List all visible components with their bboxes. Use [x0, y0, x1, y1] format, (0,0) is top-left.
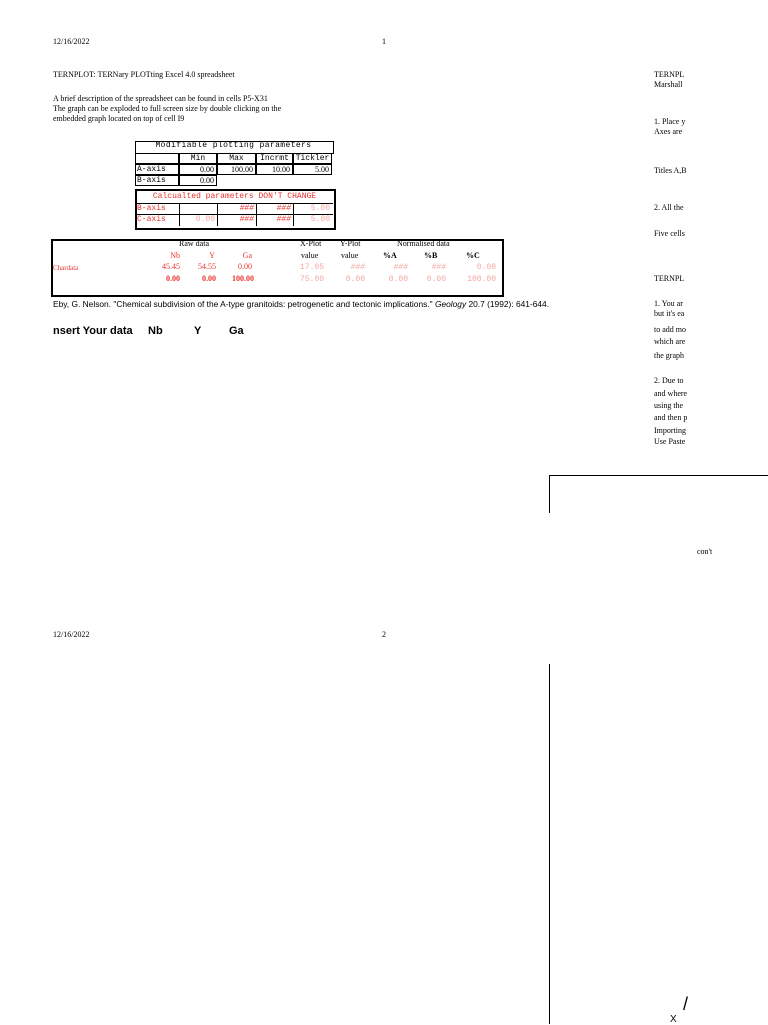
citation-details: 20.7 (1992): 641-644.	[466, 299, 550, 309]
a-axis-label: A-axis	[135, 164, 179, 175]
b-axis-calc-v1: ###	[239, 204, 254, 213]
rc-line: TERNPL	[654, 70, 685, 79]
rc-line: TERNPL	[654, 274, 685, 283]
a-axis-min[interactable]: 0.00	[179, 164, 217, 175]
params-header: Modifiable plotting parameters	[155, 141, 312, 150]
row2-nb[interactable]: 0.00	[166, 274, 180, 283]
rc-line: and then p	[654, 413, 688, 422]
insert-col-ga: Ga	[229, 325, 244, 337]
c-axis-calc-label: C-axis	[137, 215, 166, 224]
rc-line: Use Paste	[654, 437, 686, 446]
citation-authors-title: Eby, G. Nelson. "Chemical subdivision of the A-type granitoids: petrogenetic and tectonic implications."	[53, 299, 435, 309]
rc-line: 1. Place y	[654, 117, 686, 126]
col-y: Y	[209, 251, 215, 260]
b-axis-label: B-axis	[135, 175, 179, 186]
col-pct-a: %A	[383, 251, 397, 260]
rc-line: the graph	[654, 351, 684, 360]
col-ga: Ga	[242, 251, 252, 260]
row2-yplot: 0.00	[345, 275, 365, 284]
page2-date: 12/16/2022	[53, 630, 90, 639]
row1-nb[interactable]: 45.45	[162, 262, 180, 271]
row1-pct-c: 0.00	[476, 263, 496, 272]
row1-xplot: 17.05	[299, 263, 324, 272]
row2-pct-b: 0.00	[426, 275, 446, 284]
a-axis-incrmt[interactable]: 10.00	[256, 164, 293, 175]
page-number: 1	[382, 37, 386, 46]
row1-ga[interactable]: 0.00	[238, 262, 252, 271]
rc-line: 1. You ar	[654, 299, 683, 308]
rc-line: 2. Due to	[654, 376, 684, 385]
a-axis-tickler[interactable]: 5.00	[293, 164, 332, 175]
rc-line: Five cells	[654, 229, 685, 238]
col-min-header: Min	[179, 153, 217, 164]
normalised-header: Normalised data	[397, 239, 450, 248]
page2-number: 2	[382, 630, 386, 639]
col-nb: Nb	[170, 251, 180, 260]
rc-line: and where	[654, 389, 688, 398]
rc-line: 2. All the	[654, 203, 684, 212]
rc-line: Titles A,B	[654, 166, 687, 175]
description-line-3: embedded graph located on top of cell I9	[53, 114, 185, 123]
col-pct-c: %C	[466, 251, 480, 260]
description-line-2: The graph can be exploded to full screen size by double clicking on the	[53, 104, 282, 113]
insert-col-nb: Nb	[148, 325, 163, 337]
spreadsheet-title: TERNPLOT: TERNary PLOTting Excel 4.0 spreadsheet	[53, 70, 235, 79]
rc-line: using the	[654, 401, 684, 410]
rc-line: Axes are	[654, 127, 683, 136]
c-axis-calc-v3: 5.00	[310, 215, 330, 224]
col-pct-b: %B	[424, 251, 438, 260]
c-axis-calc-v0: 0.00	[195, 215, 215, 224]
cont-label: con't	[697, 547, 713, 556]
row2-ga[interactable]: 100.00	[232, 274, 254, 283]
calc-params-header: Calcualted parameters DON'T CHANGE	[152, 192, 317, 201]
col-max-header: Max	[217, 153, 256, 164]
col-tickler-header: Tickler	[293, 153, 332, 164]
row2-pct-c: 100.00	[467, 275, 496, 284]
rc-line: Marshall	[654, 80, 683, 89]
page2-corner-x: X	[670, 1014, 677, 1025]
insert-data-label: nsert Your data	[53, 325, 133, 337]
row1-pct-b: ###	[431, 263, 446, 272]
b-axis-min[interactable]: 0.00	[179, 175, 217, 186]
page2-corner-glyph: /	[683, 994, 689, 1014]
b-axis-calc-label: B-axis	[137, 204, 166, 213]
a-axis-max[interactable]: 100.00	[217, 164, 256, 175]
description-line-1: A brief description of the spreadsheet can be found in cells P5-X31	[53, 94, 268, 103]
rc-line: which are	[654, 337, 686, 346]
xplot-header: X-Plot	[300, 239, 322, 248]
citation	[53, 299, 549, 309]
rc-line: but it's ea	[654, 309, 685, 318]
row1-pct-a: ###	[393, 263, 408, 272]
page-date: 12/16/2022	[53, 37, 90, 46]
row1-y[interactable]: 54.55	[198, 262, 216, 271]
chardata-label: Chardata	[53, 264, 79, 272]
rc-line: Importing	[654, 426, 686, 435]
row2-pct-a: 0.00	[388, 275, 408, 284]
xplot-value-label: value	[301, 251, 319, 260]
raw-data-header: Raw data	[179, 239, 209, 248]
c-axis-calc-v2: ###	[276, 215, 291, 224]
yplot-header: Y-Plot	[340, 239, 361, 248]
row2-y[interactable]: 0.00	[202, 274, 216, 283]
b-axis-calc-v3: 5.00	[310, 204, 330, 213]
yplot-value-label: value	[341, 251, 359, 260]
page2-graph-frame-edge	[549, 664, 550, 1024]
b-axis-calc-v2: ###	[276, 204, 291, 213]
insert-col-y: Y	[194, 325, 202, 337]
row2-xplot: 75.00	[299, 275, 324, 284]
rc-line: to add mo	[654, 325, 686, 334]
c-axis-calc-v1: ###	[239, 215, 254, 224]
row1-yplot: ###	[350, 263, 365, 272]
citation-journal: Geology	[434, 299, 467, 309]
col-incrmt-header: Incrmt	[256, 153, 293, 164]
